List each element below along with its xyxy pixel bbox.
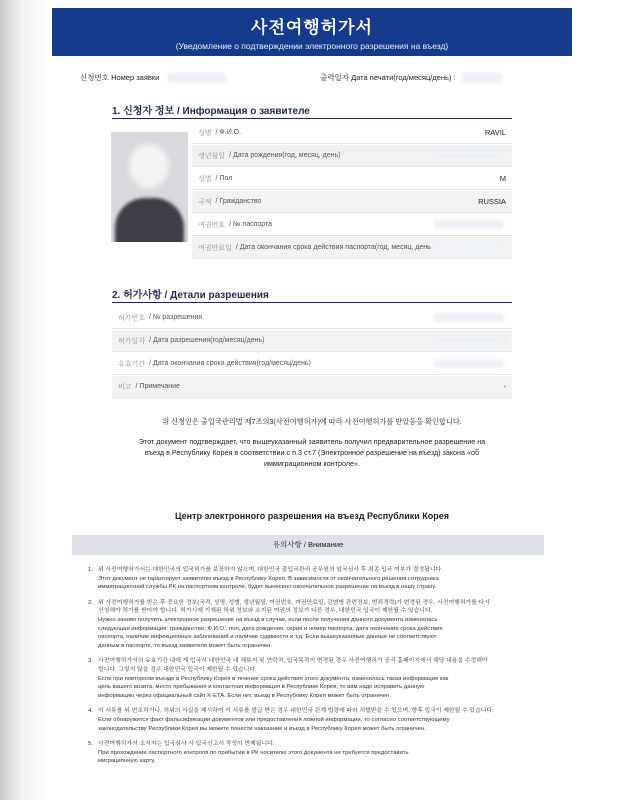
confirmation-line: иммиграционном контроле». — [263, 459, 361, 468]
field-label-ru: / Пол — [215, 175, 233, 182]
redacted-value — [434, 243, 504, 252]
redacted-value — [434, 359, 504, 368]
document-header — [52, 8, 572, 56]
field-label-ru: / № паспорта — [229, 221, 273, 228]
notice-line: иммиграционной службы РК на паспортном контроле, будет вынесено окончательное разрешение на въезд в нашу страну. — [98, 584, 437, 591]
applicant-row — [192, 214, 512, 236]
notice-line: 사전여행허가서의 유효기간 내에 재 입국시 대한민국 내 체류지 및 연락처, 입국목적이 변경된 경우 사전여행허가 공식 홈페이지에서 해당 내용을 수정해야 — [98, 658, 488, 665]
notice-item — [88, 657, 548, 700]
notice-line: 신청해야 허가를 받아야 합니다. 허가시에 기재된 허위 정보와 소지된 여권의 정보가 다른 경우, 대한민국 입국이 제한될 수 있습니다. — [98, 608, 433, 615]
notice-line: законодательству Республики Корея вы можете понести наказание и въезд в Республику Корея может быть ограничен. — [98, 725, 426, 732]
section-divider — [112, 118, 512, 119]
field-label-ru: / Дата окончания срока действия(год/месяц/день) — [149, 360, 311, 367]
confirmation-russian — [92, 436, 532, 469]
field-value: RAVIL — [484, 128, 506, 137]
notice-line: Нужно заново получить электронное разрешение на въезд в случае, если после получения данного документа изменилась — [98, 616, 438, 623]
confirmation-line: Этот документ подтверждает, что вышеуказанный заявитель получил предварительное разрешение на — [138, 437, 486, 446]
section-divider — [112, 302, 512, 303]
issuing-center: Центр электронного разрешения на въезд Республики Корея — [174, 511, 450, 521]
notice-number: 4. — [88, 708, 93, 715]
application-number-label: 신청번호 Номер заявки — [80, 73, 160, 82]
notice-line: информацию через официальный сайт K-ETA. Если нет, въезд в Республику Корея может быть ограничен. — [98, 692, 392, 699]
field-label-ru: / Ф.И.О. — [215, 129, 242, 136]
redacted-value — [167, 73, 227, 83]
notice-line: Если обнаружится факт фальсификации документов или предоставления ложной информации, то согласно соответствующему — [98, 716, 450, 723]
field-label-ko: 유효기간 — [118, 360, 146, 368]
notice-line: Если при повторном въезде в Республику Корея в течение срока действия этого документа, изменилась такая информация как — [98, 675, 449, 682]
confirmation-korean: 위 신청인은 출입국관리법 제7조의3(사전여행허가)에 따라 사전여행허가를 받았음을 확인합니다. — [162, 417, 462, 426]
document-title: 사전여행허가서 — [251, 18, 373, 37]
field-label-ko: 국적 — [198, 198, 212, 206]
field-label-ko: 비고 — [118, 383, 132, 391]
applicant-row — [192, 168, 512, 190]
applicant-row — [192, 122, 512, 144]
notice-line: 위 사전여행허가서는 대한민국의 입국허가를 보장하지 않으며, 대한민국 출입국관리 공무원의 입국심사 후 최종 입국 여부가 결정됩니다. — [98, 567, 443, 573]
notice-line: миграционную карту. — [98, 758, 156, 765]
field-label-ko: 성명 — [198, 129, 212, 137]
field-label-ru: / Примечание — [135, 383, 180, 390]
notice-number: 5. — [88, 741, 93, 748]
notice-number: 3. — [88, 658, 93, 665]
applicant-row — [192, 191, 512, 213]
field-label-ko: 여권번호 — [198, 221, 226, 229]
notice-list — [88, 566, 548, 773]
redacted-value — [462, 73, 502, 83]
print-date-label: 출력일자 Дата печати(год/месяц/день) : — [320, 73, 456, 82]
field-value: RUSSIA — [478, 197, 506, 206]
notice-line: 위 사전여행허가를 받은 후 중요한 정보(국적, 성명, 성별, 생년월일, 여권번호, 여권만료일, 감염병 관련정보, 범죄경력)가 변경된 경우, 사전여행허가를 다시 — [98, 599, 490, 606]
field-label-ru: / Дата разрешения(год/месяц/день) — [149, 337, 265, 344]
redacted-value — [434, 313, 504, 322]
field-label-ko: 허가일자 — [118, 337, 146, 345]
applicant-row — [192, 145, 512, 167]
notice-line: При прохождении паспортного контроля по прибытии в РК носителю этого документа не требуется предоставить — [98, 749, 409, 756]
notice-item — [88, 740, 548, 766]
notice-item — [88, 707, 548, 733]
field-label-ko: 여권만료일 — [198, 244, 232, 252]
document-subtitle: (Уведомление о подтверждении электронного разрешения на въезд) — [175, 41, 449, 51]
field-label-ru: / Гражданство — [215, 198, 262, 205]
notice-text — [98, 740, 409, 766]
notice-line: данным в паспорте, то въезд заявителя может быть ограничен. — [98, 642, 273, 649]
field-value: - — [503, 382, 506, 391]
notice-number: 1. — [88, 567, 93, 573]
notice-text — [98, 657, 488, 700]
notice-line: паспорта, наличие инфекционных заболеваний и наличие судимости и т.д. Если вышеуказанные данные не соответствуют — [98, 634, 437, 641]
section-permit-title: 2. 허가사항 / Детали разрешения — [112, 290, 269, 301]
notice-line: 이 서류를 위·변조하거나, 허위의 사실을 제시하여 이 서류를 발급 받은 경우 대한민국 관계 법령에 따라 처벌받을 수 있으며, 향후 입국이 제한될 수 있습니다. — [98, 708, 494, 715]
permit-row — [112, 330, 512, 352]
field-label-ru: / № разрешения — [149, 314, 203, 321]
permit-row — [112, 307, 512, 329]
notice-line: цель вашего визита, место пребывания и контактная информация в Республике Корея, то вам надо исправить данную — [98, 684, 425, 691]
notice-line: 사전여행허가서 소지자는 입국심사 시 입국신고서 작성이 면제됩니다. — [98, 741, 275, 748]
document — [52, 0, 572, 800]
applicant-row — [192, 237, 512, 259]
notice-line: Этот документ не гарантирует заявителю въезд в Республику Корея. В зависимости от окончательного решения сотрудника — [98, 575, 439, 582]
permit-row — [112, 353, 512, 375]
notice-header: 유의사항 / Внимание — [72, 535, 544, 555]
notice-text — [98, 707, 494, 733]
notice-number: 2. — [88, 599, 93, 606]
redacted-value — [434, 151, 504, 160]
notice-item — [88, 566, 548, 592]
application-number — [80, 72, 227, 83]
field-label-ko: 성별 — [198, 175, 212, 183]
permit-row — [112, 376, 512, 398]
print-date — [320, 72, 502, 83]
notice-line: следующая информация: гражданство, Ф.И.О., пол, дата рождения, серия и номер паспорта, дата окончания срока действия — [98, 625, 443, 632]
confirmation-line: въезд в Республику Корея в соответствии с п.3 ст.7 (Электронное разрешение на въезд) закона «об — [144, 448, 480, 457]
field-label-ru: / Дата окончания срока действия паспорта(год, месяц, день — [235, 244, 431, 251]
redacted-value — [434, 336, 504, 345]
notice-item — [88, 599, 548, 651]
field-label-ko: 생년월일 — [198, 152, 226, 160]
field-value: M — [499, 174, 506, 183]
notice-text — [98, 599, 490, 651]
notice-line: 합니다. 그렇지 않을 경우 대한민국 입국이 제한될 수 있습니다. — [98, 666, 257, 673]
redacted-value — [434, 220, 504, 229]
notice-text — [98, 566, 443, 592]
page-shadow — [0, 0, 50, 800]
field-label-ru: / Дата рождения(год, месяц, день) — [229, 152, 341, 159]
applicant-photo — [111, 132, 188, 242]
field-label-ko: 허가번호 — [118, 314, 146, 322]
section-applicant-title: 1. 신청자 정보 / Информация о заявителе — [112, 106, 310, 117]
